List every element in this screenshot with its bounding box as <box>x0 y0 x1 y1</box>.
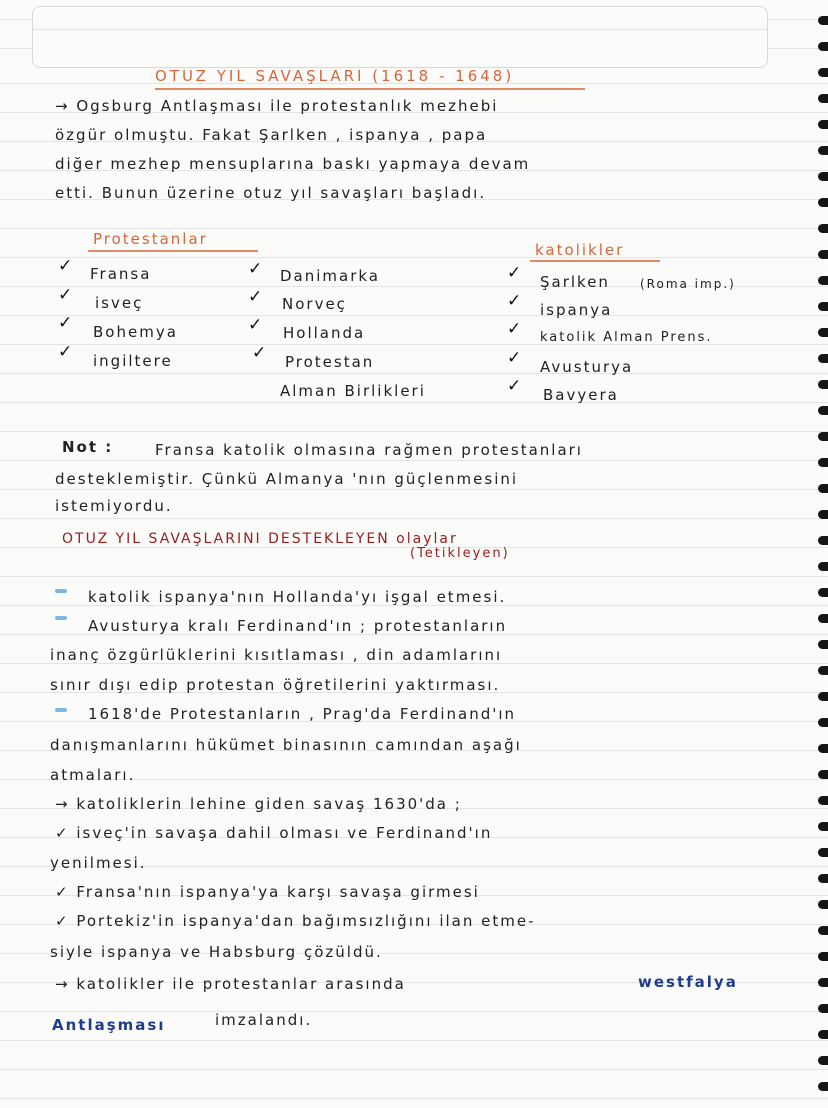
check-icon: ✓ <box>58 342 73 362</box>
event-line: yenilmesi. <box>50 854 147 872</box>
spiral-hole <box>818 1082 828 1091</box>
spiral-hole <box>818 120 828 129</box>
event-line: Avusturya kralı Ferdinand'ın ; protestanların <box>88 617 508 635</box>
check-icon: ✓ <box>248 287 263 307</box>
check-icon: ✓ <box>507 376 522 396</box>
event-line: inanç özgürlüklerini kısıtlaması , din adamlarını <box>50 646 503 664</box>
spiral-hole <box>818 614 828 623</box>
header-box <box>32 6 768 68</box>
note-line-1: Fransa katolik olmasına rağmen protestanları <box>155 441 583 459</box>
spiral-hole <box>818 640 828 649</box>
intro-line-3: diğer mezhep mensuplarına baskı yapmaya devam <box>55 155 531 173</box>
note-line-2: desteklemiştir. Çünkü Almanya 'nın güçlenmesini <box>55 470 519 488</box>
event-line: imzalandı. <box>215 1011 313 1029</box>
spiral-hole <box>818 250 828 259</box>
note-line-3: istemiyordu. <box>55 497 173 515</box>
event-line: atmaları. <box>50 766 136 784</box>
event-line: ✓ Fransa'nın ispanya'ya karşı savaşa girmesi <box>55 883 480 901</box>
page-title: OTUZ YIL SAVAŞLARI (1618 - 1648) <box>155 67 515 85</box>
spiral-hole <box>818 68 828 77</box>
event-line: danışmanlarını hükümet binasının camından aşağı <box>50 736 522 754</box>
bullet-dash-icon <box>55 589 67 593</box>
protestant-item: Alman Birlikleri <box>280 382 426 400</box>
event-line: siyle ispanya ve Habsburg çözüldü. <box>50 943 383 961</box>
spiral-hole <box>818 458 828 467</box>
protestant-item: Protestan <box>285 353 375 371</box>
spiral-hole <box>818 354 828 363</box>
catholic-item: Şarlken <box>540 273 610 291</box>
spiral-hole <box>818 952 828 961</box>
spiral-hole <box>818 848 828 857</box>
westfalya-label: westfalya <box>638 973 738 991</box>
protestant-item: ingiltere <box>93 352 173 370</box>
intro-line-2: özgür olmuştu. Fakat Şarlken , ispanya , papa <box>55 126 488 144</box>
check-icon: ✓ <box>248 259 263 279</box>
spiral-hole <box>818 172 828 181</box>
spiral-hole <box>818 588 828 597</box>
spiral-hole <box>818 900 828 909</box>
spiral-hole <box>818 1030 828 1039</box>
title-underline <box>155 88 585 90</box>
event-line: ✓ isveç'in savaşa dahil olması ve Ferdinand'ın <box>55 824 493 842</box>
spiral-hole <box>818 536 828 545</box>
spiral-hole <box>818 510 828 519</box>
spiral-hole <box>818 1004 828 1013</box>
catholics-heading: katolikler <box>535 241 625 259</box>
check-icon: ✓ <box>248 315 263 335</box>
check-icon: ✓ <box>58 285 73 305</box>
spiral-hole <box>818 224 828 233</box>
event-line: → katolikler ile protestanlar arasında <box>55 975 406 993</box>
protestant-item: Bohemya <box>93 323 178 341</box>
protestant-item: isveç <box>95 294 144 312</box>
spiral-hole <box>818 822 828 831</box>
check-icon: ✓ <box>252 343 267 363</box>
spiral-hole <box>818 406 828 415</box>
check-icon: ✓ <box>507 319 522 339</box>
protestant-item: Danimarka <box>280 267 381 285</box>
protestant-item: Norveç <box>282 295 347 313</box>
spiral-hole <box>818 770 828 779</box>
catholic-item: ispanya <box>540 301 613 319</box>
spiral-hole <box>818 302 828 311</box>
catholic-item: Bavyera <box>543 386 619 404</box>
spiral-hole <box>818 744 828 753</box>
note-label: Not : <box>62 438 114 456</box>
check-icon: ✓ <box>507 263 522 283</box>
spiral-hole <box>818 926 828 935</box>
spiral-hole <box>818 718 828 727</box>
spiral-hole <box>818 874 828 883</box>
check-icon: ✓ <box>507 348 522 368</box>
check-icon: ✓ <box>507 291 522 311</box>
event-line: 1618'de Protestanların , Prag'da Ferdinand'ın <box>88 705 517 723</box>
spiral-hole <box>818 146 828 155</box>
spiral-hole <box>818 562 828 571</box>
spiral-binding <box>814 0 828 1108</box>
spiral-hole <box>818 276 828 285</box>
spiral-hole <box>818 42 828 51</box>
spiral-hole <box>818 328 828 337</box>
spiral-hole <box>818 16 828 25</box>
catholic-note: (Roma imp.) <box>640 277 736 291</box>
bullet-dash-icon <box>55 616 67 620</box>
spiral-hole <box>818 432 828 441</box>
spiral-hole <box>818 666 828 675</box>
check-icon: ✓ <box>58 313 73 333</box>
events-subtitle: (Tetikleyen) <box>410 546 510 561</box>
spiral-hole <box>818 198 828 207</box>
spiral-hole <box>818 94 828 103</box>
protestant-item: Fransa <box>90 265 152 283</box>
spiral-hole <box>818 1056 828 1065</box>
event-line: sınır dışı edip protestan öğretilerini yaktırması. <box>50 676 501 694</box>
events-title: OTUZ YIL SAVAŞLARINI DESTEKLEYEN olaylar <box>62 531 458 547</box>
intro-line-1: → Ogsburg Antlaşması ile protestanlık mezhebi <box>55 97 499 115</box>
check-icon: ✓ <box>58 256 73 276</box>
event-line: katolik ispanya'nın Hollanda'yı işgal etmesi. <box>88 588 507 606</box>
catholics-underline <box>530 260 660 262</box>
spiral-hole <box>818 380 828 389</box>
catholic-item: katolik Alman Prens. <box>540 330 713 345</box>
event-line: ✓ Portekiz'in ispanya'dan bağımsızlığını ilan etme- <box>55 912 536 930</box>
protestants-underline <box>88 250 258 252</box>
spiral-hole <box>818 692 828 701</box>
intro-line-4: etti. Bunun üzerine otuz yıl savaşları başladı. <box>55 184 487 202</box>
spiral-hole <box>818 484 828 493</box>
event-line: → katoliklerin lehine giden savaş 1630'da ; <box>55 795 462 813</box>
spiral-hole <box>818 796 828 805</box>
bullet-dash-icon <box>55 708 67 712</box>
protestant-item: Hollanda <box>283 324 366 342</box>
spiral-hole <box>818 978 828 987</box>
protestants-heading: Protestanlar <box>93 230 208 248</box>
catholic-item: Avusturya <box>540 358 634 376</box>
antlasmasi-label: Antlaşması <box>52 1016 166 1034</box>
